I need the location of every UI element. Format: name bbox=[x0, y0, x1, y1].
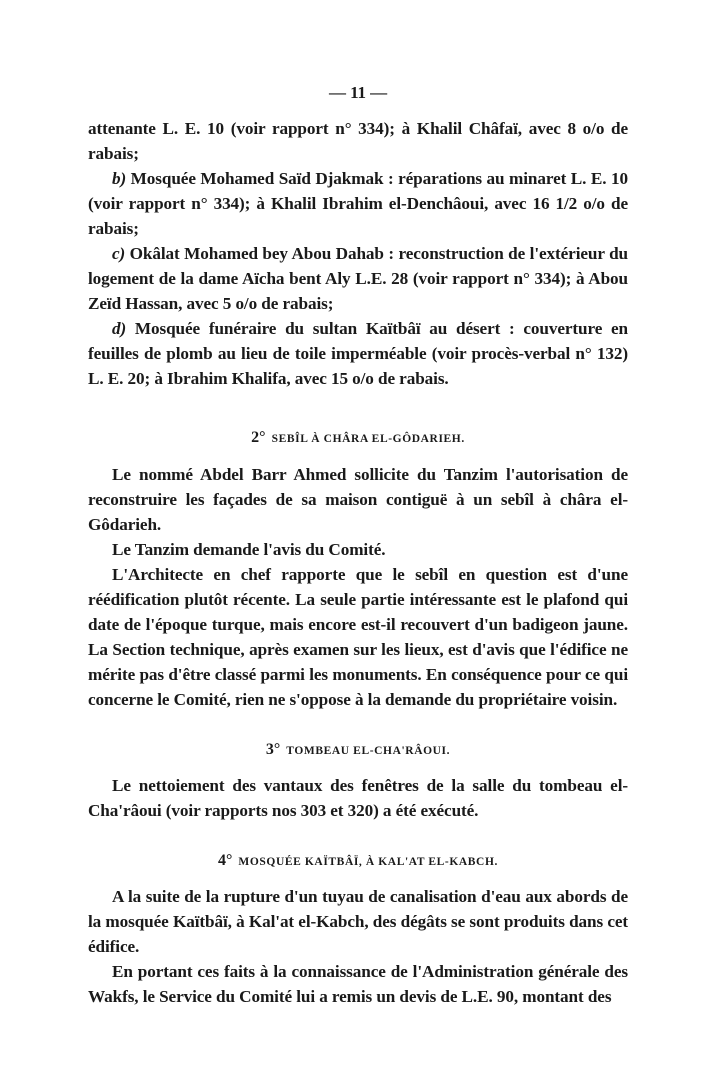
section-heading-2: 2° SEBÎL À CHÂRA EL-GÔDARIEH. bbox=[251, 429, 465, 446]
section-heading-3: 3° TOMBEAU EL-CHA'RÂOUI. bbox=[265, 741, 451, 758]
paragraph: L'Architecte en chef rapporte que le sebîl en question est d'une réédification plutôt récente. La seule partie intéressante est le plafond qui date de l'époque turque, mais encore est-il recouvert d'un badigeon jaune. La Section technique, après examen sur les lieux, est d'avis que l'édifice ne mérite pas d'être classé parmi les monuments. En conséquence pour ce qui concerne le Comité, rien ne s'oppose à la demande du propriétaire voisin. bbox=[88, 565, 628, 709]
document-page bbox=[88, 80, 628, 1009]
list-item-continuation: attenante L. E. 10 (voir rapport n° 334); à Khalil Châfaï, avec 8 o/o de rabais; bbox=[88, 119, 628, 163]
paragraph: Le Tanzim demande l'avis du Comité. bbox=[112, 540, 386, 559]
list-item-d: d) Mosquée funéraire du sultan Kaïtbâï au désert : couverture en feuilles de plomb au lieu de toile imperméable (voir procès-verbal n° 132) L. E. 20; à Ibrahim Khalifa, avec 15 o/o de rabais. bbox=[88, 319, 628, 388]
list-item-c: c) Okâlat Mohamed bey Abou Dahab : reconstruction de l'extérieur du logement de la dame Aïcha bent Aly L.E. 28 (voir rapport n° 334); à Abou Zeïd Hassan, avec 5 o/o de rabais; bbox=[88, 244, 628, 313]
page-number: — 11 — bbox=[329, 83, 387, 102]
list-item-b: b) Mosquée Mohamed Saïd Djakmak : réparations au minaret L. E. 10 (voir rapport n° 334); à Khalil Ibrahim el-Denchâoui, avec 16 1/2 o/o de rabais; bbox=[88, 169, 628, 238]
paragraph: Le nettoiement des vantaux des fenêtres de la salle du tombeau el-Cha'râoui (voir rapports nos 303 et 320) a été exécuté. bbox=[88, 776, 628, 820]
paragraph: Le nommé Abdel Barr Ahmed sollicite du Tanzim l'autorisation de reconstruire les façades de sa maison contiguë à un sebîl à châra el-Gôdarieh. bbox=[88, 465, 628, 534]
paragraph: A la suite de la rupture d'un tuyau de canalisation d'eau aux abords de la mosquée Kaïtbâï, à Kal'at el-Kabch, des dégâts se sont produits dans cet édifice. bbox=[88, 887, 628, 956]
paragraph: En portant ces faits à la connaissance de l'Administration générale des Wakfs, le Service du Comité lui a remis un devis de L.E. 90, montant des bbox=[88, 962, 628, 1006]
section-heading-4: 4° MOSQUÉE KAÏTBÂÏ, À KAL'AT EL-KABCH. bbox=[218, 852, 498, 869]
